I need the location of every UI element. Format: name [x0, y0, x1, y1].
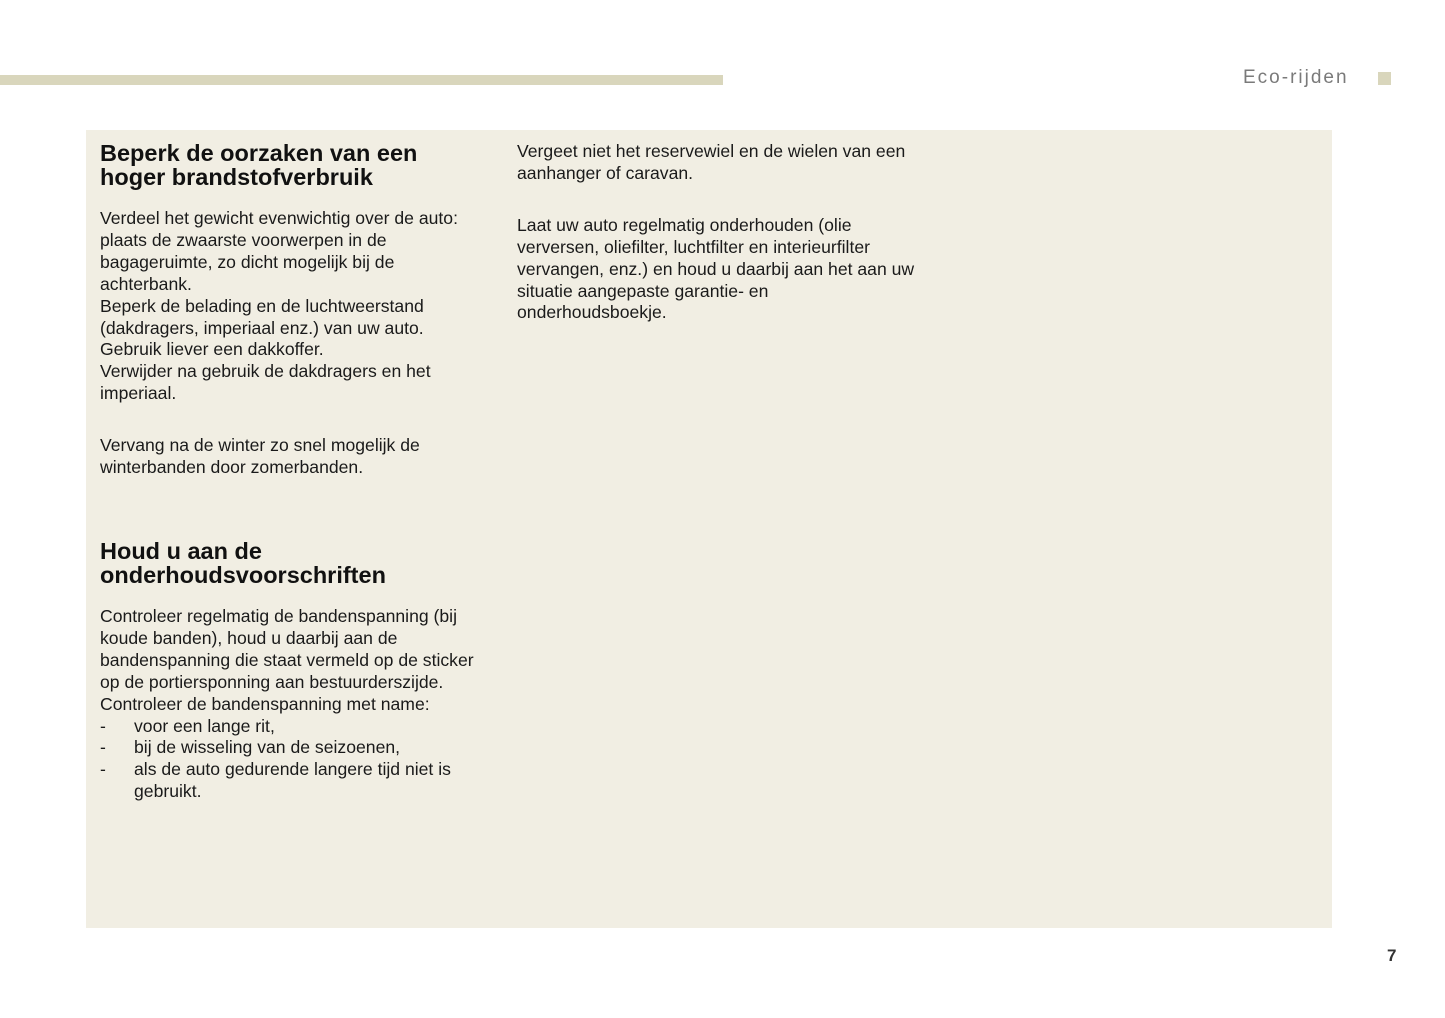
- bullet-dash: -: [100, 737, 106, 758]
- paragraph-load-resistance: Beperk de belading en de luchtweerstand (dakdragers, imperiaal enz.) van uw auto. Gebruik liever een dakkoffer.: [100, 295, 424, 360]
- bullet-dash: -: [100, 759, 106, 780]
- list-item-text: voor een lange rit,: [134, 715, 275, 736]
- section-heading-fuel-consumption: [100, 141, 490, 189]
- page-number: 7: [1387, 946, 1397, 965]
- section-marker-square: [1378, 72, 1391, 85]
- paragraph-weight-distribution: Verdeel het gewicht evenwichtig over de auto: plaats de zwaarste voorwerpen in de bagageruimte, zo dicht mogelijk bij de achterbank.: [100, 208, 458, 294]
- list-item-text: als de auto gedurende langere tijd niet is gebruikt.: [134, 759, 451, 802]
- heading-line: Beperk de oorzaken van een: [100, 140, 418, 166]
- section-title: Eco-rijden: [1243, 67, 1349, 88]
- paragraph-check-pressure: Controleer de bandenspanning met name:: [100, 693, 430, 714]
- paragraph-winter-tyres: Vervang na de winter zo snel mogelijk de winterbanden door zomerbanden.: [100, 435, 420, 478]
- heading-line: Houd u aan de: [100, 537, 262, 564]
- list-item: [100, 716, 490, 738]
- paragraph-spare-wheel: Vergeet niet het reservewiel en de wielen van een aanhanger of caravan.: [517, 141, 906, 183]
- paragraph-remove-roof-rack: Verwijder na gebruik de dakdragers en het imperiaal.: [100, 361, 431, 404]
- paragraph-regular-service: Laat uw auto regelmatig onderhouden (olie verversen, oliefilter, luchtfilter en interieurfilter vervangen, enz.) en houd u daarbij aan het aan uw situatie aangepaste garantie- en onderhoudsboekje.: [517, 214, 915, 323]
- list-item-text: bij de wisseling van de seizoenen,: [134, 737, 401, 758]
- heading-line: onderhoudsvoorschriften: [100, 561, 386, 588]
- header-accent-bar: [0, 75, 723, 85]
- section-heading-maintenance: [100, 539, 490, 587]
- right-column: [517, 141, 917, 324]
- pressure-check-list: [100, 716, 490, 804]
- list-item: [100, 759, 490, 803]
- bullet-dash: -: [100, 715, 106, 736]
- paragraph-tyre-pressure: Controleer regelmatig de bandenspanning (bij koude banden), houd u daarbij aan de bandenspanning die staat vermeld op de sticker op de portiersponning aan bestuurderszijde.: [100, 605, 474, 692]
- list-item: [100, 737, 490, 759]
- left-column: [100, 141, 490, 803]
- heading-line: hoger brandstofverbruik: [100, 164, 373, 190]
